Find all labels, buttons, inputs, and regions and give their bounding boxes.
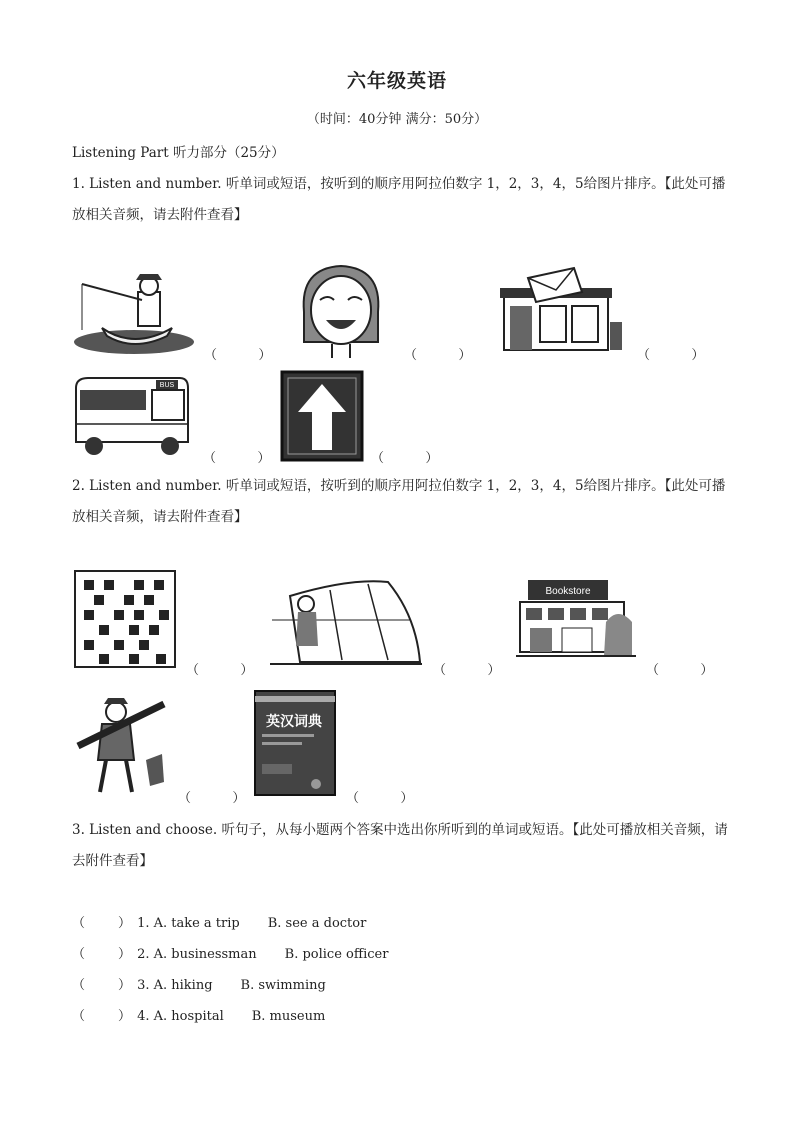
q2-answer-blank-4[interactable]: （ ）	[178, 791, 246, 806]
smiling-girl-image	[294, 262, 388, 358]
q3-item-3	[72, 974, 326, 993]
q1-answer-blank-3[interactable]: （ ）	[637, 348, 705, 363]
q3-item-4-option-b: B. museum	[251, 1009, 326, 1024]
q2-instruction-line2: 放相关音频，请去附件查看】	[72, 509, 248, 525]
q3-item-4-option-a: 4. A. hospital	[137, 1009, 224, 1024]
q3-item-1-blank[interactable]: （ ）	[72, 916, 132, 931]
q2-instruction-line1: 2. Listen and number. 听单词或短语，按听到的顺序用阿拉伯数字 1，2，3，4，5给图片排序。【此处可播	[72, 478, 726, 494]
q1-answer-blank-5[interactable]: （ ）	[371, 451, 439, 466]
bookstore-image	[516, 576, 636, 662]
post-office-image	[500, 266, 626, 354]
fishing-boy-image	[72, 270, 196, 358]
q3-instruction-line1: 3. Listen and choose. 听句子，从每小题两个答案中选出你所听到的单词或短语。【此处可播放相关音频，请	[72, 822, 728, 838]
q1-answer-blank-1[interactable]: （ ）	[204, 348, 272, 363]
q3-item-1	[72, 912, 366, 931]
q3-item-1-option-b: B. see a doctor	[267, 916, 367, 931]
q2-answer-blank-3[interactable]: （ ）	[646, 663, 714, 678]
q2-answer-blank-2[interactable]: （ ）	[433, 663, 501, 678]
subway-train-image	[270, 576, 422, 668]
q3-item-4	[72, 1005, 325, 1024]
q1-answer-blank-2[interactable]: （ ）	[404, 348, 472, 363]
q3-item-2	[72, 943, 388, 962]
q3-instruction-line2: 去附件查看】	[72, 853, 153, 869]
exam-info: （时间：40分钟 满分：50分）	[306, 112, 488, 127]
q3-item-4-blank[interactable]: （ ）	[72, 1009, 132, 1024]
q1-instruction-line2: 放相关音频，请去附件查看】	[72, 207, 248, 223]
worker-image	[72, 696, 168, 798]
dictionary-title: 英汉词典	[266, 714, 322, 730]
q3-item-2-option-a: 2. A. businessman	[137, 947, 257, 962]
q3-item-1-option-a: 1. A. take a trip	[137, 916, 240, 931]
crossword-image	[74, 570, 176, 668]
q3-item-3-option-a: 3. A. hiking	[137, 978, 213, 993]
page-title: 六年级英语	[346, 70, 447, 92]
q2-answer-blank-5[interactable]: （ ）	[346, 791, 414, 806]
section-label: Listening Part 听力部分（25分）	[72, 145, 285, 161]
bus-sign-label: BUS	[159, 382, 175, 389]
arrow-sign-image	[280, 370, 364, 462]
dictionary-image	[254, 690, 336, 796]
bookstore-sign-label: Bookstore	[545, 586, 591, 597]
q3-item-3-blank[interactable]: （ ）	[72, 978, 132, 993]
q3-item-3-option-b: B. swimming	[240, 978, 326, 993]
q1-answer-blank-4[interactable]: （ ）	[203, 451, 271, 466]
q3-item-2-blank[interactable]: （ ）	[72, 947, 132, 962]
bus-image	[72, 374, 192, 460]
q1-instruction-line1: 1. Listen and number. 听单词或短语，按听到的顺序用阿拉伯数字 1，2，3，4，5给图片排序。【此处可播	[72, 176, 726, 192]
q3-item-2-option-b: B. police officer	[284, 947, 389, 962]
q2-answer-blank-1[interactable]: （ ）	[186, 663, 254, 678]
